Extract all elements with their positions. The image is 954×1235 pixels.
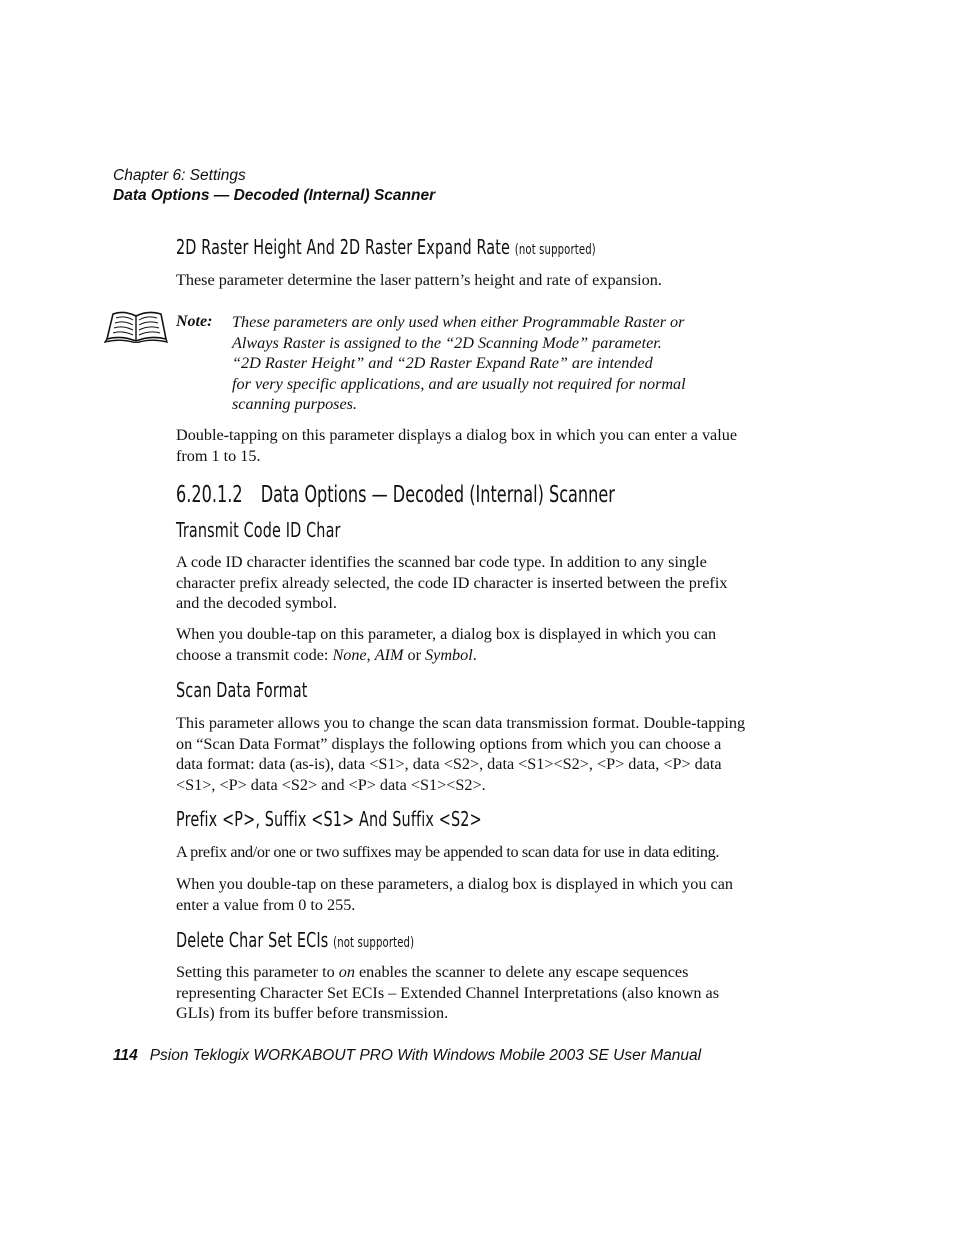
section-title: Data Options — Decoded (Internal) Scanner bbox=[260, 482, 615, 508]
running-head-section: Data Options — Decoded (Internal) Scanner bbox=[113, 187, 436, 204]
transmit-dialog-text bbox=[176, 624, 746, 665]
delete-heading-title: Delete Char Set ECIs bbox=[176, 928, 329, 952]
delete-text-emphasis: on bbox=[338, 963, 355, 981]
delete-heading bbox=[176, 927, 414, 956]
delete-description bbox=[176, 962, 746, 1024]
prefix-description: A prefix and/or one or two suffixes may be appended to scan data for use in data editing. bbox=[176, 843, 720, 861]
raster-heading bbox=[176, 234, 596, 263]
note-line: scanning purposes. bbox=[232, 395, 358, 413]
separator: or bbox=[403, 645, 426, 664]
transmit-heading: Transmit Code ID Char bbox=[176, 518, 341, 542]
raster-heading-note: (not supported) bbox=[514, 242, 596, 258]
delete-heading-note: (not supported) bbox=[333, 935, 415, 951]
note-label: Note: bbox=[176, 313, 213, 330]
delete-text-rest: enables the scanner to delete any escape sequences representing Character Set ECIs – Extended Channel Interpretations (also known as GLIs) from its buffer before transmission. bbox=[176, 963, 720, 1022]
note-line: for very specific applications, and are usually not required for normal bbox=[232, 374, 686, 393]
section-heading bbox=[176, 481, 615, 509]
note-line: These parameters are only used when either Programmable Raster or bbox=[232, 313, 685, 331]
scan-format-description: This parameter allows you to change the scan data transmission format. Double-tapping on “Scan Data Format” displays the following options from which you can choose a data format: data (as-is), data <S1>, data <S2>, data <S1><S2>, <P> data, <P> data <S1>, <P> data <S2> and <P> data <S1><S2>. bbox=[176, 714, 746, 794]
option-aim: AIM bbox=[374, 645, 404, 664]
option-symbol: Symbol bbox=[425, 645, 473, 664]
manual-title: Psion Teklogix WORKABOUT PRO With Windows Mobile 2003 SE User Manual bbox=[149, 1047, 702, 1064]
raster-heading-title: 2D Raster Height And 2D Raster Expand Rate bbox=[176, 235, 511, 259]
section-number: 6.20.1.2 bbox=[176, 482, 243, 508]
note-line: “2D Raster Height” and “2D Raster Expand Rate” are intended bbox=[232, 354, 653, 372]
page-footer bbox=[113, 1046, 701, 1066]
period: . bbox=[472, 645, 477, 664]
transmit-dialog-intro: When you double-tap on this parameter, a dialog box is displayed in which you can choose a transmit code: bbox=[176, 625, 717, 664]
option-none: None bbox=[332, 645, 367, 664]
page-number: 114 bbox=[113, 1047, 138, 1064]
transmit-description: A code ID character identifies the scanned bar code type. In addition to any single character prefix already selected, the code ID character is inserted between the prefix and the decoded symbol. bbox=[176, 553, 728, 612]
running-head-chapter: Chapter 6: Settings bbox=[113, 167, 246, 184]
scan-format-heading: Scan Data Format bbox=[176, 678, 308, 702]
delete-text-intro: Setting this parameter to bbox=[176, 963, 339, 981]
prefix-heading: Prefix <P>, Suffix <S1> And Suffix <S2> bbox=[176, 807, 482, 831]
raster-dialog-text: Double-tapping on this parameter displays a dialog box in which you can enter a value from 1 to 15. bbox=[176, 426, 738, 465]
note-text bbox=[232, 312, 742, 415]
raster-description: These parameter determine the laser pattern’s height and rate of expansion. bbox=[176, 271, 662, 289]
note-line: Always Raster is assigned to the “2D Scanning Mode” parameter. bbox=[232, 333, 662, 352]
prefix-dialog-text: When you double-tap on these parameters, a dialog box is displayed in which you can enter a value from 0 to 255. bbox=[176, 875, 733, 914]
separator: , bbox=[366, 645, 375, 664]
open-book-icon bbox=[104, 309, 168, 343]
